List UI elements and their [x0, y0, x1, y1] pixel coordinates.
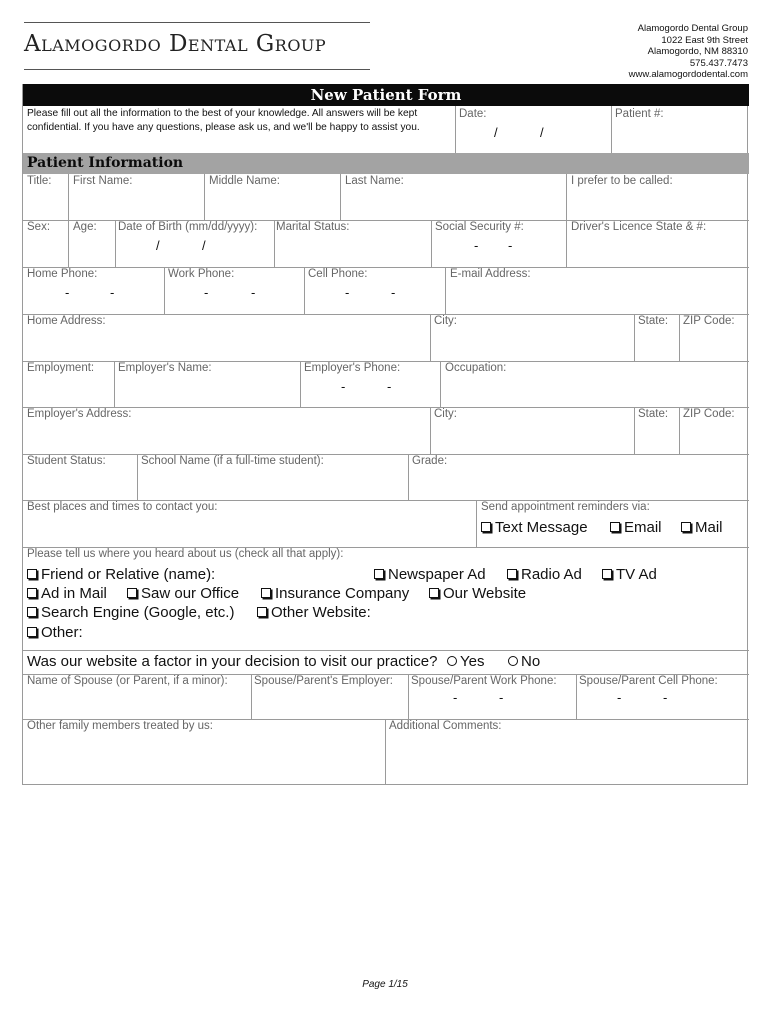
employer-phone-label: Employer's Phone: [304, 362, 401, 374]
spouse-cell-phone-field[interactable] [577, 674, 749, 719]
radio-icon [447, 656, 457, 666]
checkbox-icon [429, 588, 439, 598]
employer-zip-field[interactable] [680, 407, 749, 454]
referral-other-website-option[interactable] [257, 604, 371, 621]
dash-separator: - [508, 238, 513, 253]
option-label: No [521, 653, 541, 670]
ssn-field[interactable] [432, 220, 566, 267]
reminder-mail-option[interactable] [681, 519, 723, 536]
cell-phone-label: Cell Phone: [308, 268, 368, 280]
referral-search-option[interactable] [27, 604, 234, 621]
state-label: State: [638, 315, 669, 327]
website-yes-option[interactable] [447, 653, 484, 670]
preferred-name-field[interactable] [567, 174, 749, 220]
spouse-name-label: Name of Spouse (or Parent, if a minor): [27, 675, 228, 687]
city-field[interactable] [431, 314, 634, 361]
spouse-cell-phone-label: Spouse/Parent Cell Phone: [579, 675, 718, 687]
checkbox-icon [261, 588, 271, 598]
option-label: Mail [695, 519, 723, 536]
title-label: Title: [27, 175, 52, 187]
referral-tv-option[interactable] [602, 566, 657, 583]
spouse-employer-label: Spouse/Parent's Employer: [254, 675, 393, 687]
checkbox-icon [481, 522, 491, 532]
best-contact-field[interactable] [23, 500, 476, 547]
home-address-label: Home Address: [27, 315, 106, 327]
employer-name-label: Employer's Name: [118, 362, 212, 374]
practice-address [629, 23, 748, 81]
website-line: www.alamogordodental.com [628, 69, 748, 80]
home-phone-field[interactable] [23, 267, 164, 314]
address-line: 1022 East 9th Street [661, 34, 748, 46]
website-no-option[interactable] [508, 653, 540, 670]
dob-field[interactable] [116, 220, 274, 267]
referral-radio-option[interactable] [507, 566, 582, 583]
dob-label: Date of Birth (mm/dd/yyyy): [118, 221, 258, 233]
option-label: Newspaper Ad [388, 566, 486, 583]
grade-label: Grade: [412, 455, 448, 467]
date-field[interactable] [456, 124, 610, 150]
reminder-text-option[interactable] [481, 519, 588, 536]
last-name-label: Last Name: [345, 175, 404, 187]
dash-separator: - [617, 690, 622, 705]
referral-other-option[interactable] [27, 624, 83, 641]
student-status-label: Student Status: [27, 455, 106, 467]
employment-field[interactable] [23, 361, 114, 407]
checkbox-icon [27, 588, 37, 598]
age-label: Age: [73, 221, 97, 233]
last-name-field[interactable] [341, 174, 566, 220]
new-patient-form [22, 84, 748, 785]
age-field[interactable] [69, 220, 115, 267]
checkbox-icon [610, 522, 620, 532]
radio-icon [508, 656, 518, 666]
referral-friend-option[interactable] [27, 566, 215, 583]
middle-name-label: Middle Name: [209, 175, 280, 187]
employer-state-field[interactable] [635, 407, 679, 454]
dash-separator: - [110, 285, 115, 300]
option-label: Email [624, 519, 662, 536]
title-field[interactable] [23, 174, 68, 220]
sex-field[interactable] [23, 220, 68, 267]
checkbox-icon [681, 522, 691, 532]
patient-number-field[interactable] [612, 124, 747, 150]
date-separator: / [202, 238, 206, 253]
student-status-field[interactable] [23, 454, 137, 500]
spouse-work-phone-field[interactable] [409, 674, 576, 719]
home-phone-label: Home Phone: [27, 268, 98, 280]
dash-separator: - [499, 690, 504, 705]
address-line: Alamogordo Dental Group [637, 23, 748, 34]
date-separator: / [494, 125, 498, 140]
drivers-licence-label: Driver's Licence State & #: [571, 221, 707, 233]
option-label: Other Website: [271, 604, 371, 621]
heard-about-label: Please tell us where you heard about us (check all that apply): [27, 548, 344, 560]
work-phone-field[interactable] [165, 267, 304, 314]
checkbox-icon [602, 569, 612, 579]
option-label: Ad in Mail [41, 585, 107, 602]
checkbox-icon [507, 569, 517, 579]
address-line: Alamogordo, NM 88310 [647, 46, 748, 57]
checkbox-icon [27, 569, 37, 579]
comments-field[interactable] [386, 719, 749, 785]
option-label: Our Website [443, 585, 527, 602]
form-title: New Patient Form [23, 84, 749, 106]
section-title: Patient Information [23, 153, 749, 174]
home-address-field[interactable] [23, 314, 430, 361]
checkbox-icon [374, 569, 384, 579]
option-label: Radio Ad [521, 566, 582, 583]
option-label: Search Engine (Google, etc.) [41, 604, 235, 621]
referral-mail-option[interactable] [27, 585, 107, 602]
family-members-label: Other family members treated by us: [27, 720, 213, 732]
first-name-field[interactable] [69, 174, 204, 220]
reminders-label: Send appointment reminders via: [481, 501, 650, 513]
marital-status-field[interactable] [275, 220, 431, 267]
dash-separator: - [474, 238, 479, 253]
checkbox-icon [27, 607, 37, 617]
grade-field[interactable] [409, 454, 749, 500]
row-divider [23, 650, 749, 651]
option-label: Yes [460, 653, 485, 670]
sex-label: Sex: [27, 221, 51, 233]
date-label: Date: [459, 108, 487, 120]
occupation-field[interactable] [441, 361, 749, 407]
page-header [0, 0, 770, 82]
option-label: TV Ad [616, 566, 657, 583]
occupation-label: Occupation: [445, 362, 507, 374]
dash-separator: - [387, 379, 392, 394]
phone-line: 575.437.7473 [689, 57, 748, 69]
employer-phone-field[interactable] [301, 361, 440, 407]
email-label: E-mail Address: [450, 268, 531, 280]
ssn-label: Social Security #: [435, 221, 524, 233]
option-label: Saw our Office [141, 585, 240, 602]
practice-logo: Alamogordo Dental Group [24, 31, 327, 57]
page-number: Page 1/15 [362, 979, 408, 990]
spouse-work-phone-label: Spouse/Parent Work Phone: [411, 675, 557, 687]
dash-separator: - [251, 285, 256, 300]
option-label: Friend or Relative (name): [41, 566, 216, 583]
spouse-employer-field[interactable] [252, 674, 408, 719]
state-label: State: [638, 408, 669, 420]
marital-status-label: Marital Status: [276, 221, 350, 233]
zip-label: ZIP Code: [683, 408, 735, 420]
cell-phone-field[interactable] [305, 267, 445, 314]
referral-office-option[interactable] [127, 585, 239, 602]
checkbox-icon [257, 607, 267, 617]
date-separator: / [156, 238, 160, 253]
website-question: Was our website a factor in your decision to visit our practice? [27, 653, 438, 670]
city-label: City: [434, 408, 457, 420]
employer-address-field[interactable] [23, 407, 430, 454]
dash-separator: - [663, 690, 668, 705]
school-name-label: School Name (if a full-time student): [141, 455, 324, 467]
divider [476, 500, 477, 547]
form-intro: Please fill out all the information to the best of your knowledge. All answers will be kept confidential. If you have any questions, please ask us, and we'll be happy to assist you. [27, 108, 420, 133]
comments-label: Additional Comments: [389, 720, 502, 732]
dash-separator: - [341, 379, 346, 394]
spouse-name-field[interactable] [23, 674, 251, 719]
best-contact-label: Best places and times to contact you: [27, 501, 218, 513]
option-label: Other: [41, 624, 83, 641]
first-name-label: First Name: [73, 175, 133, 187]
preferred-name-label: I prefer to be called: [571, 175, 673, 187]
email-field[interactable] [446, 267, 749, 314]
state-field[interactable] [635, 314, 679, 361]
dash-separator: - [345, 285, 350, 300]
logo-rule-top [24, 22, 370, 23]
city-label: City: [434, 315, 457, 327]
drivers-licence-field[interactable] [567, 220, 749, 267]
employer-name-field[interactable] [115, 361, 300, 407]
referral-newspaper-option[interactable] [374, 566, 486, 583]
school-name-field[interactable] [138, 454, 408, 500]
option-label: Insurance Company [275, 585, 410, 602]
family-members-field[interactable] [23, 719, 385, 785]
referral-insurance-option[interactable] [261, 585, 409, 602]
employer-address-label: Employer's Address: [27, 408, 132, 420]
checkbox-icon [127, 588, 137, 598]
date-separator: / [540, 125, 544, 140]
employment-label: Employment: [27, 362, 95, 374]
referral-website-option[interactable] [429, 585, 526, 602]
patient-number-label: Patient #: [615, 108, 664, 120]
employer-city-field[interactable] [431, 407, 634, 454]
dash-separator: - [453, 690, 458, 705]
reminder-email-option[interactable] [610, 519, 662, 536]
zip-label: ZIP Code: [683, 315, 735, 327]
dash-separator: - [65, 285, 70, 300]
dash-separator: - [391, 285, 396, 300]
logo-rule-bottom [24, 69, 370, 70]
zip-field[interactable] [680, 314, 749, 361]
dash-separator: - [204, 285, 209, 300]
checkbox-icon [27, 627, 37, 637]
option-label: Text Message [495, 519, 588, 536]
middle-name-field[interactable] [205, 174, 340, 220]
work-phone-label: Work Phone: [168, 268, 235, 280]
